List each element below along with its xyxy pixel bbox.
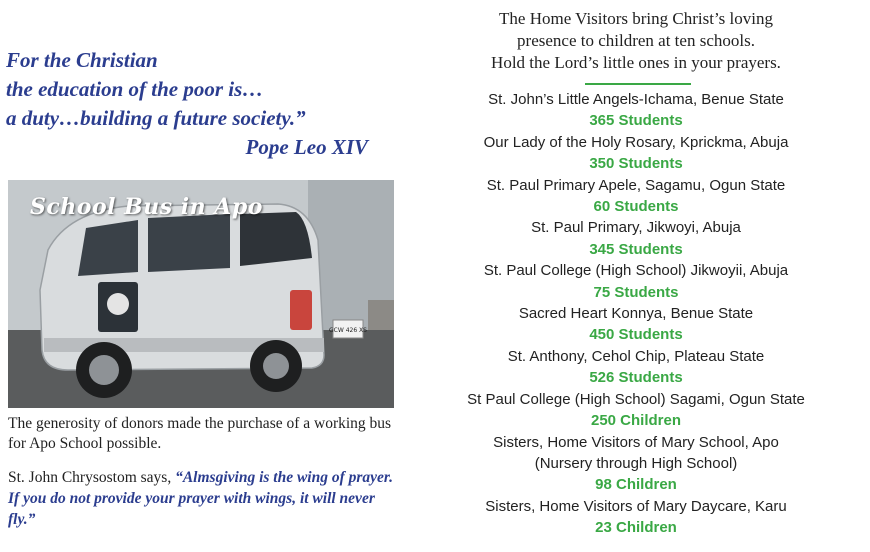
divider <box>585 83 691 85</box>
chrysostom-text: “Almsgiving is the wing of prayer. If you do not provide your prayer with wings, it will never fly.” <box>8 469 393 528</box>
school-name: Sacred Heart Konnya, Benue State <box>518 305 754 323</box>
intro-line: The Home Visitors bring Christ’s loving <box>499 9 773 28</box>
school-name: St. John’s Little Angels-Ichama, Benue State <box>488 91 784 108</box>
school-count: 98 Children <box>595 476 677 494</box>
school-count: 450 Students <box>589 326 683 344</box>
quote-line: a duty…building a future society.” <box>6 106 306 130</box>
school-count: 365 Students <box>589 112 683 130</box>
pope-quote <box>6 46 386 162</box>
quote-line: For the Christian <box>6 48 158 72</box>
school-name: St. Paul Primary Apele, Sagamu, Ogun State <box>486 176 786 194</box>
quote-line: the education of the poor is… <box>6 77 264 101</box>
photo-caption: School Bus in Apo <box>30 194 263 220</box>
school-name: Sisters, Home Visitors of Mary School, Apo <box>493 433 779 451</box>
intro-line: presence to children at ten schools. <box>517 31 755 50</box>
school-name: St. Paul Primary, Jikwoyi, Abuja <box>531 219 741 237</box>
intro-line: Hold the Lord’s little ones in your prayers. <box>491 53 781 72</box>
school-bus-photo <box>8 180 394 408</box>
quote-attribution: Pope Leo XIV <box>245 135 368 159</box>
school-count: 350 Students <box>589 155 683 173</box>
school-name: St. Anthony, Cehol Chip, Plateau State <box>507 347 765 365</box>
school-count: 75 Students <box>593 283 679 301</box>
intro-text <box>436 8 836 74</box>
school-name-detail: (Nursery through High School) <box>534 454 738 472</box>
school-count: 345 Students <box>589 240 683 258</box>
chrysostom-intro: St. John Chrysostom says, <box>8 469 176 486</box>
school-name: St Paul College (High School) Sagami, Ogun State <box>467 390 805 408</box>
chrysostom-quote <box>8 467 396 530</box>
donor-caption: The generosity of donors made the purchase of a working bus for Apo School possible. <box>8 415 392 452</box>
license-plate: GCW 426 XS <box>329 327 367 334</box>
school-count: 23 Children <box>595 519 677 537</box>
school-count: 250 Children <box>590 412 682 430</box>
school-name: St. Paul College (High School) Jikwoyii, Abuja <box>483 262 789 280</box>
school-count: 60 Students <box>593 198 679 216</box>
school-name: Our Lady of the Holy Rosary, Kprickma, Abuja <box>483 133 789 151</box>
school-list <box>436 89 836 539</box>
school-count: 526 Students <box>589 369 683 387</box>
school-name: Sisters, Home Visitors of Mary Daycare, Karu <box>485 497 787 515</box>
